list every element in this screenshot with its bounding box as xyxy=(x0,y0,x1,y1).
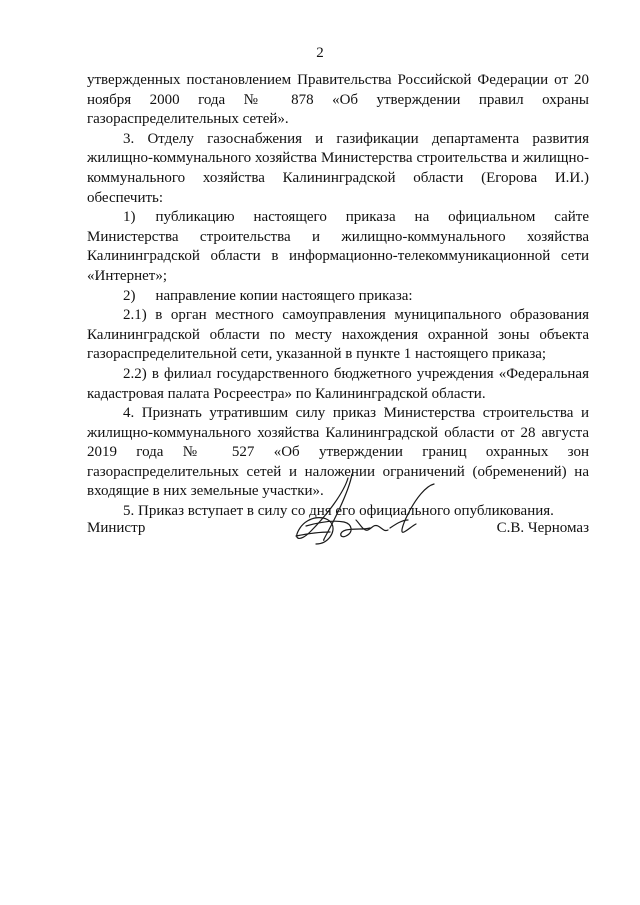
handwritten-signature xyxy=(286,470,446,560)
paragraph-text: направление копии настоящего приказа: xyxy=(155,287,413,304)
paragraph-item-4: 4. Признать утратившим силу приказ Министерства строительства и жилищно-коммунального хозяйства Калининградской области от 28 августа 2019 года № 527 «Об утверждении границ охранных зон газораспределительных сетей и наложении ограничений (обременений) на входящие в них земельные участки». xyxy=(87,405,589,500)
paragraph-item-2-1 xyxy=(87,306,589,365)
list-marker: 2) xyxy=(123,287,136,304)
paragraph-continuation: утвержденных постановлением Правительства Российской Федерации от 20 ноября 2000 года № 878 «Об утверждении правил охраны газораспределительных сетей». xyxy=(87,72,589,128)
paragraph-text: в филиал государственного бюджетного учреждения «Федеральная кадастровая палата Росреестра» по Калининградской области. xyxy=(87,365,589,402)
paragraph-item-3-1 xyxy=(87,208,589,286)
paragraph-item-5: 5. Приказ вступает в силу со дня его официального опубликования. xyxy=(123,503,554,520)
paragraph-item-3: 3. Отделу газоснабжения и газификации департамента развития жилищно-коммунального хозяйства Министерства строительства и жилищно-коммунального хозяйства Калининградской области (Егорова И.И.) обеспечить: xyxy=(87,130,589,206)
document-body xyxy=(87,71,589,522)
page-number: 2 xyxy=(316,45,324,61)
paragraph-text: публикацию настоящего приказа на официальном сайте Министерства строительства и жилищно-коммунального хозяйства Калининградской области в информационно-телекоммуникационной сети «Интернет»; xyxy=(87,209,589,284)
list-marker: 1) xyxy=(123,209,136,226)
signatory-name: С.В. Черномаз xyxy=(496,520,589,536)
list-marker: 2.2) xyxy=(123,365,147,382)
paragraph-text: в орган местного самоуправления муниципального образования Калининградской области по месту нахождения охранной зоны объекта газораспределительной сети, указанной в пункте 1 настоящего приказа; xyxy=(87,307,590,363)
list-marker: 2.1) xyxy=(123,307,147,324)
signature-block xyxy=(87,519,589,541)
paragraph-item-3-2 xyxy=(87,287,589,307)
paragraph-item-2-2 xyxy=(87,365,589,404)
signatory-role: Министр xyxy=(87,520,146,536)
